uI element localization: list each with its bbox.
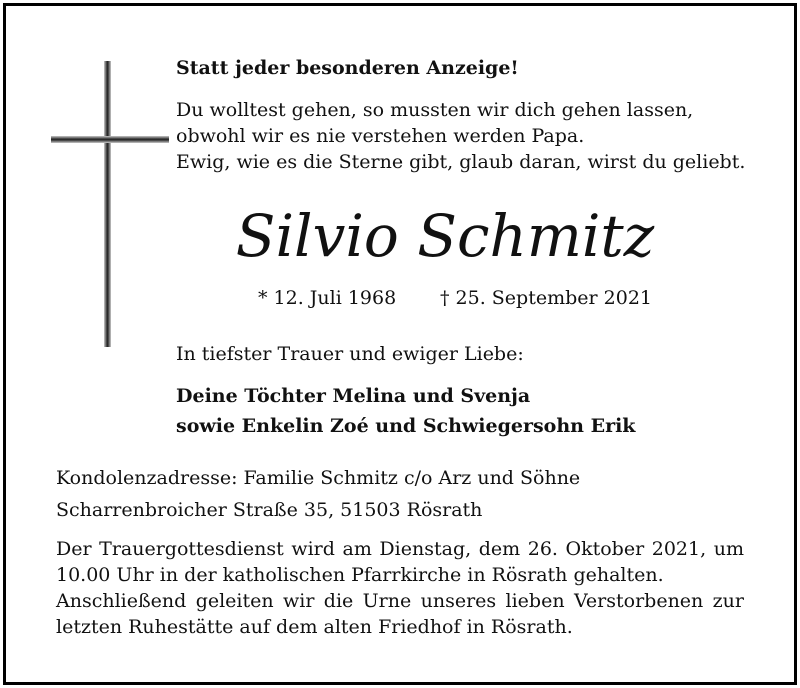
service-line: Der Trauergottesdienst wird am Dienstag, dem 26. Oktober 2021, um [56,538,744,560]
deceased-name: Silvio Schmitz [235,202,655,270]
poem-line: obwohl wir es nie verstehen werden Papa. [176,125,585,147]
birth-date: * 12. Juli 1968 [258,287,397,309]
mourners-line: Deine Töchter Melina und Svenja [176,385,531,407]
condolence-line: Kondolenzadresse: Familie Schmitz c/o Arz und Söhne [56,467,581,489]
death-date: † 25. September 2021 [440,287,652,309]
condolence-line: Scharrenbroicher Straße 35, 51503 Rösrath [56,499,483,521]
service-line: Anschließend geleiten wir die Urne unseres lieben Verstorbenen zur [56,590,744,612]
service-line: letzten Ruhestätte auf dem alten Friedhof in Rösrath. [56,616,573,638]
mourners-list [176,381,635,441]
service-line: 10.00 Uhr in der katholischen Pfarrkirche in Rösrath gehalten. [56,564,664,586]
mourners-line: sowie Enkelin Zoé und Schwiegersohn Erik [176,415,636,437]
poem-line: Ewig, wie es die Sterne gibt, glaub daran, wirst du geliebt. [176,151,746,173]
service-notice [56,536,744,640]
cross-icon-horizontal-beam [51,136,169,143]
condolence-address [56,462,580,526]
page-title: Statt jeder besonderen Anzeige! [176,57,519,79]
poem-line: Du wolltest gehen, so mussten wir dich gehen lassen, [176,99,694,121]
poem [176,97,745,175]
mourners-intro: In tiefster Trauer und ewiger Liebe: [176,343,524,365]
